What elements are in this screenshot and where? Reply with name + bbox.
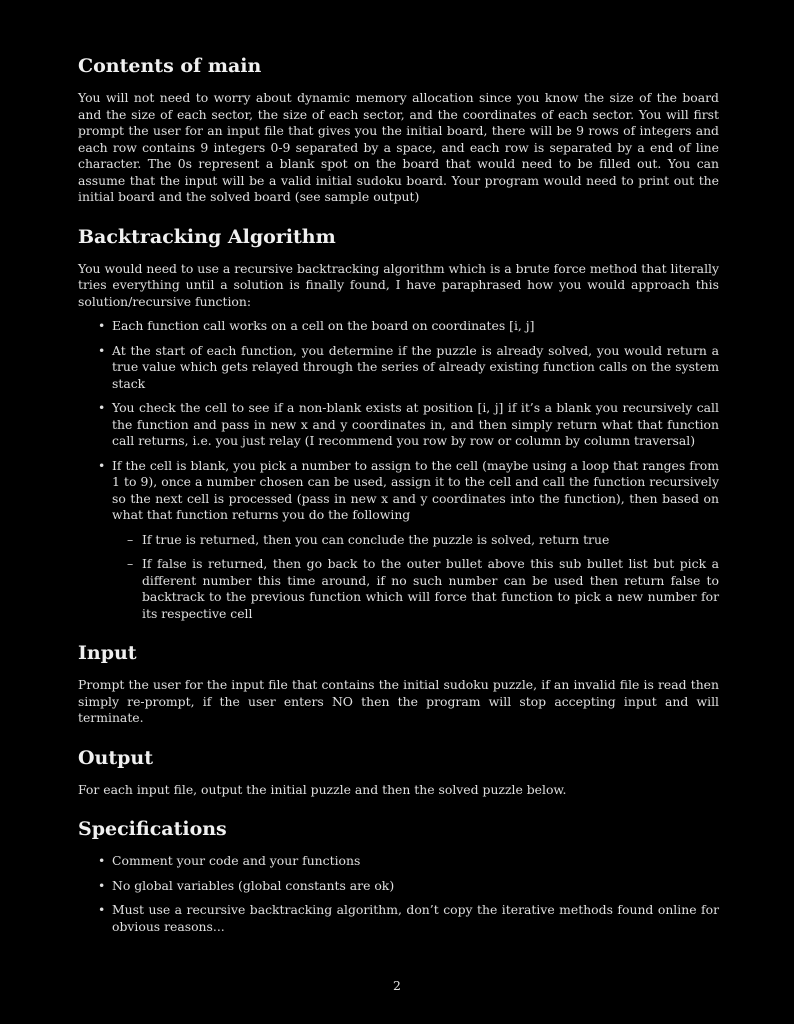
paragraph-input: Prompt the user for the input file that contains the initial sudoku puzzle, if an invalid file is read then simply re-prompt, if the user enters NO then the program will stop accepting input and will terminate. <box>78 677 719 725</box>
specifications-bullet-list <box>78 853 719 935</box>
heading-contents-of-main: Contents of main <box>78 55 262 77</box>
list-item: • You check the cell to see if a non-blank exists at position [i, j] if it’s a blank you recursively call the function and pass in new x and y coordinates in, and then simply return what that function call returns, i.e. you just relay (I recommend you row by row or column by column traversal) <box>112 400 719 450</box>
section-specifications <box>78 817 719 935</box>
section-backtracking-algorithm <box>78 225 719 623</box>
list-item: • Must use a recursive backtracking algorithm, don’t copy the iterative methods found online for obvious reasons... <box>112 902 719 935</box>
section-input <box>78 641 719 727</box>
backtracking-bullet-list <box>78 318 719 622</box>
list-item-text: If the cell is blank, you pick a number to assign to the cell (maybe using a loop that ranges from 1 to 9), once a number chosen can be used, assign it to the cell and call the function recursively so the next cell is processed (pass in new x and y coordinates into the function), then based on what that function returns you do the following <box>112 457 719 522</box>
list-item: • No global variables (global constants are ok) <box>112 878 719 895</box>
heading-specifications: Specifications <box>78 818 227 840</box>
list-item: • Comment your code and your functions <box>112 853 719 870</box>
list-item: • At the start of each function, you determine if the puzzle is already solved, you would return a true value which gets relayed through the series of already existing function calls on the system stack <box>112 343 719 393</box>
heading-backtracking-algorithm: Backtracking Algorithm <box>78 225 336 248</box>
backtracking-sub-bullet-list <box>112 532 719 623</box>
sub-list-item: – If true is returned, then you can conclude the puzzle is solved, return true <box>142 532 719 549</box>
heading-output: Output <box>78 746 154 769</box>
paragraph-main: You will not need to worry about dynamic memory allocation since you know the size of the board and the size of each sector, the size of each sector, and the coordinates of each sector. You will first prompt the user for an input file that gives you the initial board, there will be 9 rows of integers and each row contains 9 integers 0-9 separated by a space, and each row is separated by a end of line character. The 0s represent a blank spot on the board that would need to be filled out. You can assume that the input will be a valid initial sudoku board. Your program would need to print out the initial board and the solved board (see sample output) <box>78 90 719 204</box>
page-number: 2 <box>393 978 401 993</box>
section-output <box>78 746 719 799</box>
paragraph-backtracking-intro: You would need to use a recursive backtracking algorithm which is a brute force method that literally tries everything until a solution is finally found, I have paraphrased how you would approach this solution/recursive function: <box>78 260 719 309</box>
paragraph-output: For each input file, output the initial puzzle and then the solved puzzle below. <box>78 781 567 797</box>
heading-input: Input <box>78 642 137 664</box>
sub-list-item: – If false is returned, then go back to the outer bullet above this sub bullet list but pick a different number this time around, if no such number can be used then return false to backtrack to the previous function which will force that function to pick a new number for its respective cell <box>142 556 719 622</box>
list-item <box>112 458 719 623</box>
document-page <box>78 54 719 954</box>
section-contents-of-main <box>78 54 719 206</box>
list-item: • Each function call works on a cell on the board on coordinates [i, j] <box>112 318 719 335</box>
